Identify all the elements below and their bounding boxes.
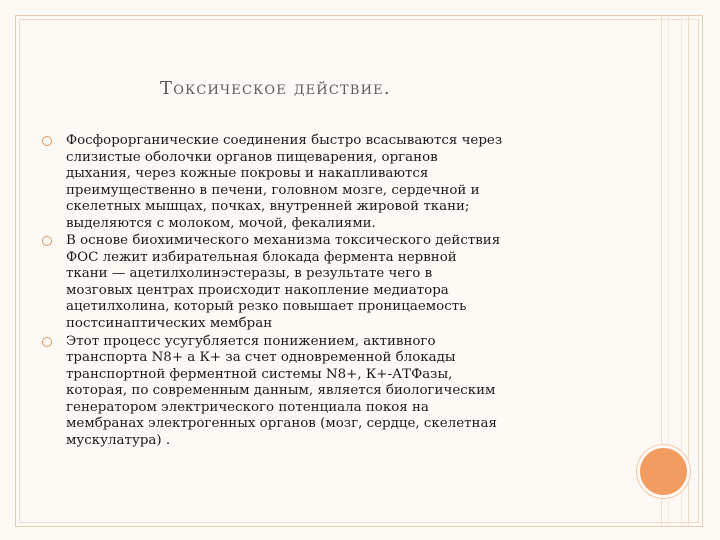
decorative-orb-icon (640, 448, 687, 495)
bullet-line: ткани — ацетилхолинэстеразы, в результате чего в (66, 266, 433, 282)
bullet-line: мускулатура) . (66, 432, 171, 448)
slide-title: Токсическое действие. (160, 78, 391, 99)
bullet-line: слизистые оболочки органов пищеварения, органов (66, 149, 438, 165)
bullet-list (42, 133, 627, 450)
bullet-line: генератором электрического потенциала покоя на (66, 399, 429, 415)
circle-bullet-icon (42, 136, 52, 146)
circle-bullet-icon (42, 236, 52, 246)
bullet-line: ФОС лежит избирательная блокада фермента нервной (66, 249, 457, 265)
bullet-line: выделяются с молоком, мочой, фекалиями. (66, 215, 376, 231)
bullet-line: постсинаптических мембран (66, 316, 273, 332)
bullet-line: мозговых центрах происходит накопление медиатора (66, 282, 449, 298)
bullet-item-absorption (42, 133, 627, 232)
bullet-line: ацетилхолина, который резко повышает проницаемость (66, 299, 467, 315)
bullet-line: транспортной ферментной системы N8+, К+-АТФазы, (66, 366, 453, 382)
bullet-line: скелетных мышцах, почках, внутренней жировой ткани; (66, 199, 470, 215)
bullet-line: Фосфорорганические соединения быстро всасываются через (66, 133, 503, 148)
bullet-line: мембранах электрогенных органов (мозг, сердце, скелетная (66, 416, 497, 432)
bullet-item-mechanism (42, 233, 627, 332)
bullet-item-transport (42, 334, 627, 450)
bullet-line: дыхания, через кожные покровы и накапливаются (66, 166, 429, 182)
bullet-line: которая, по современным данным, является биологическим (66, 383, 496, 399)
bullet-line: В основе биохимического механизма токсического действия (66, 233, 501, 249)
circle-bullet-icon (42, 337, 52, 347)
bullet-line: преимущественно в печени, головном мозге, сердечной и (66, 182, 480, 198)
bullet-line: транспорта N8+ а К+ за счет одновременной блокады (66, 350, 456, 366)
bullet-line: Этот процесс усугубляется понижением, активного (66, 333, 436, 349)
